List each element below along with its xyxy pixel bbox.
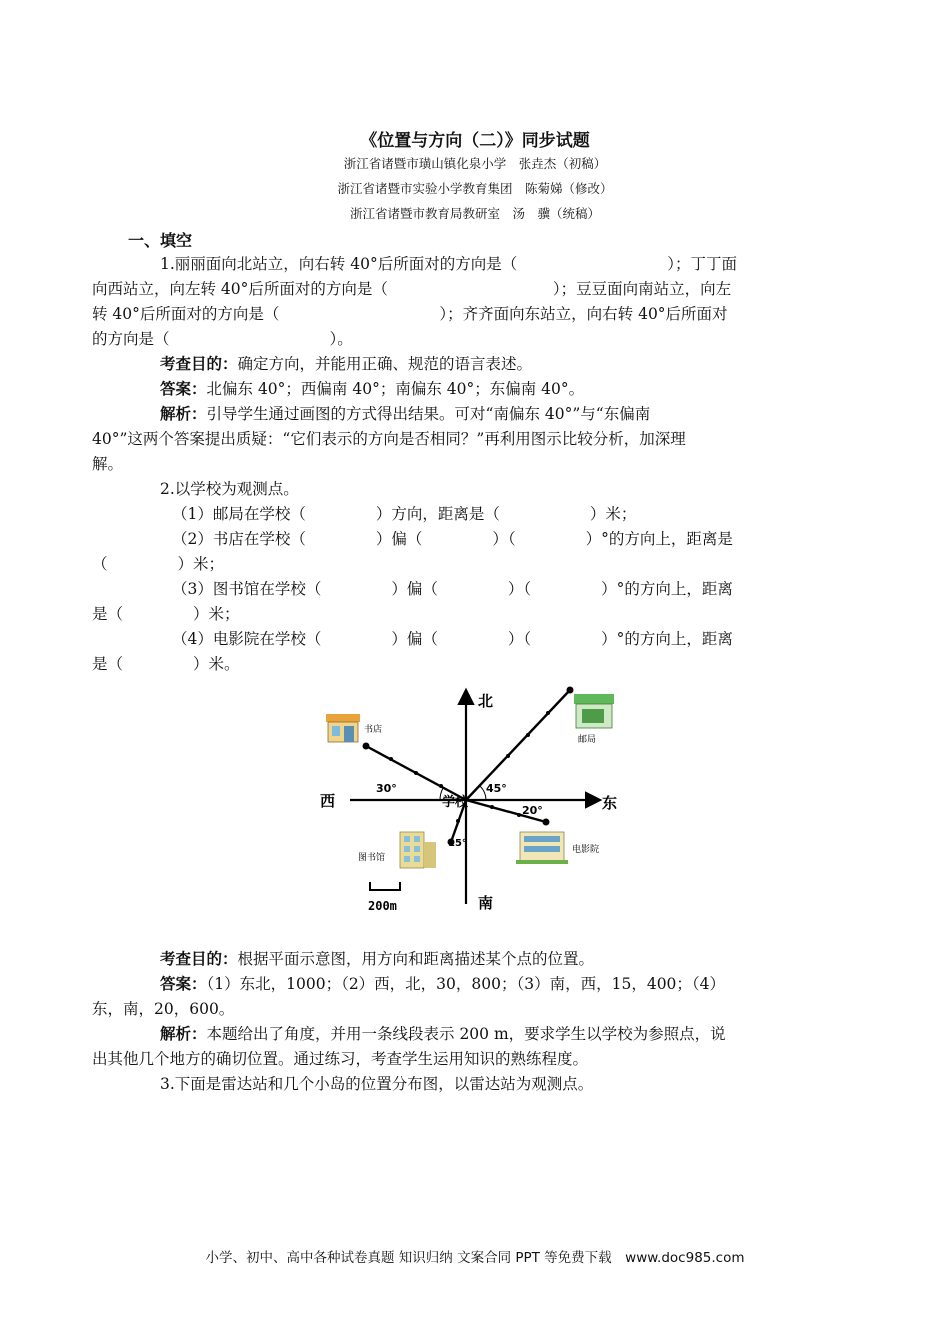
q1-line xyxy=(92,302,728,324)
west-label: 西 xyxy=(320,792,336,810)
purpose-text: 确定方向，并能用正确、规范的语言表述。 xyxy=(237,355,533,373)
analysis-text: 引导学生通过画图的方式得出结果。可对“南偏东 40°”与“东偏南 xyxy=(206,405,651,423)
post-office-label: 邮局 xyxy=(578,735,597,745)
q2-text: ）偏（ xyxy=(391,580,438,598)
q2-text: （4）电影院在学校（ xyxy=(172,630,322,648)
q2-item xyxy=(92,602,240,624)
post-office-icon xyxy=(574,694,614,728)
bookstore-icon xyxy=(326,714,360,742)
angle-west-label: 30° xyxy=(376,782,397,795)
section-heading: 一、填空 xyxy=(128,231,193,250)
q1-text: 转 40°后所面对的方向是（ xyxy=(92,305,280,323)
q2-analysis xyxy=(160,1022,726,1044)
q2-item xyxy=(92,652,240,674)
analysis-text: 40°”这两个答案提出质疑：“它们表示的方向是否相同？”再利用图示比较分析，加深理 xyxy=(92,430,686,448)
q2-text: ）（ xyxy=(507,580,532,598)
q2-text: ）（ xyxy=(507,630,532,648)
analysis-label: 解析： xyxy=(160,405,207,423)
author-line: 浙江省诸暨市璜山镇化泉小学 张垚杰（初稿） xyxy=(343,156,607,171)
purpose-label: 考查目的： xyxy=(160,950,238,968)
q2-text: ）偏（ xyxy=(375,530,423,548)
q2-text: （2）书店在学校（ xyxy=(172,530,306,548)
q1-text: 的方向是（ xyxy=(92,330,170,348)
library-label: 图书馆 xyxy=(358,853,386,863)
q2-purpose xyxy=(160,947,594,969)
purpose-text: 根据平面示意图，用方向和距离描述某个点的位置。 xyxy=(237,950,595,968)
page-title: 《位置与方向（二）》同步试题 xyxy=(360,131,590,151)
q2-text: 是（ xyxy=(92,605,124,623)
q2-text: ）方向，距离是（ xyxy=(375,505,500,523)
angle-south-label: 15° xyxy=(448,838,467,849)
analysis-label: 解析： xyxy=(160,1025,207,1043)
q2-text: ）米； xyxy=(193,605,240,623)
q2-text: ）米； xyxy=(177,555,225,573)
author-line: 浙江省诸暨市教育局教研室 汤 骥（统稿） xyxy=(349,206,600,221)
bookstore-label: 书店 xyxy=(364,725,383,735)
cinema-label: 电影院 xyxy=(572,845,600,855)
scale-label: 200m xyxy=(368,899,397,913)
angle-ne-label: 45° xyxy=(486,782,507,795)
angle-east-label: 20° xyxy=(522,804,543,817)
analysis-text: 出其他几个地方的确切位置。通过练习，考查学生运用知识的熟练程度。 xyxy=(92,1050,589,1068)
north-label: 北 xyxy=(478,692,494,710)
answer-label: 答案： xyxy=(160,380,207,398)
east-label: 东 xyxy=(602,794,618,812)
answer-label: 答案： xyxy=(160,975,207,993)
analysis-text: 解。 xyxy=(92,455,124,473)
q1-text: ）；齐齐面向东站立，向右转 40°后所面对 xyxy=(439,305,728,323)
q1-purpose xyxy=(160,352,532,374)
q2-item xyxy=(92,552,224,574)
q2-item xyxy=(172,577,733,599)
q2-text: ）米。 xyxy=(193,655,240,673)
q1-text: 向西站立，向左转 40°后所面对的方向是（ xyxy=(92,280,388,298)
school-label: 学校 xyxy=(442,795,469,810)
q1-line xyxy=(160,252,737,274)
q2-text: 是（ xyxy=(92,655,124,673)
footer-link[interactable]: 小学、初中、高中各种试卷真题 知识归纳 文案合同 PPT 等免费下载 www.doc985.com xyxy=(205,1250,745,1266)
south-label: 南 xyxy=(478,894,494,912)
q1-text: 1.丽丽面向北站立，向右转 40°后所面对的方向是（ xyxy=(160,255,518,273)
cinema-icon xyxy=(516,832,568,864)
q2-text: （ xyxy=(92,555,108,573)
q2-text: ）（ xyxy=(492,530,516,548)
library-icon xyxy=(400,832,436,868)
answer-text: （1）东北，1000；（2）西，北，30，800；（3）南，西，15，400；（4） xyxy=(206,975,726,993)
q2-text: ）°的方向上，距离 xyxy=(601,630,733,648)
q1-text: ）；丁丁面 xyxy=(667,255,737,273)
q2-text: ）°的方向上，距离 xyxy=(601,580,733,598)
q1-line xyxy=(92,327,353,349)
q2-text: （1）邮局在学校（ xyxy=(172,505,306,523)
q1-text: ）；豆豆面向南站立，向左 xyxy=(552,280,732,298)
q1-text: ）。 xyxy=(329,330,353,348)
direction-diagram xyxy=(310,682,650,918)
q2-item xyxy=(172,527,733,549)
purpose-label: 考查目的： xyxy=(160,355,238,373)
q2-answer xyxy=(160,972,725,994)
q3-intro: 3.下面是雷达站和几个小岛的位置分布图，以雷达站为观测点。 xyxy=(160,1075,594,1093)
q1-line xyxy=(92,277,731,299)
q2-text: ）°的方向上，距离是 xyxy=(585,530,733,548)
analysis-text: 本题给出了角度，并用一条线段表示 200 m，要求学生以学校为参照点，说 xyxy=(206,1025,726,1043)
q1-answer xyxy=(160,377,584,399)
q1-analysis xyxy=(160,402,650,424)
q2-item xyxy=(172,502,636,524)
author-line: 浙江省诸暨市实验小学教育集团 陈菊娣（修改） xyxy=(337,181,613,196)
answer-text: 北偏东 40°；西偏南 40°；南偏东 40°；东偏南 40°。 xyxy=(206,380,585,398)
q2-intro: 2.以学校为观测点。 xyxy=(160,480,299,498)
scale-bar xyxy=(370,882,400,890)
q2-text: ）偏（ xyxy=(391,630,438,648)
q2-text: ）米； xyxy=(589,505,637,523)
q2-text: （3）图书馆在学校（ xyxy=(172,580,322,598)
answer-text: 东，南，20，600。 xyxy=(92,1000,235,1018)
q2-item xyxy=(172,627,733,649)
